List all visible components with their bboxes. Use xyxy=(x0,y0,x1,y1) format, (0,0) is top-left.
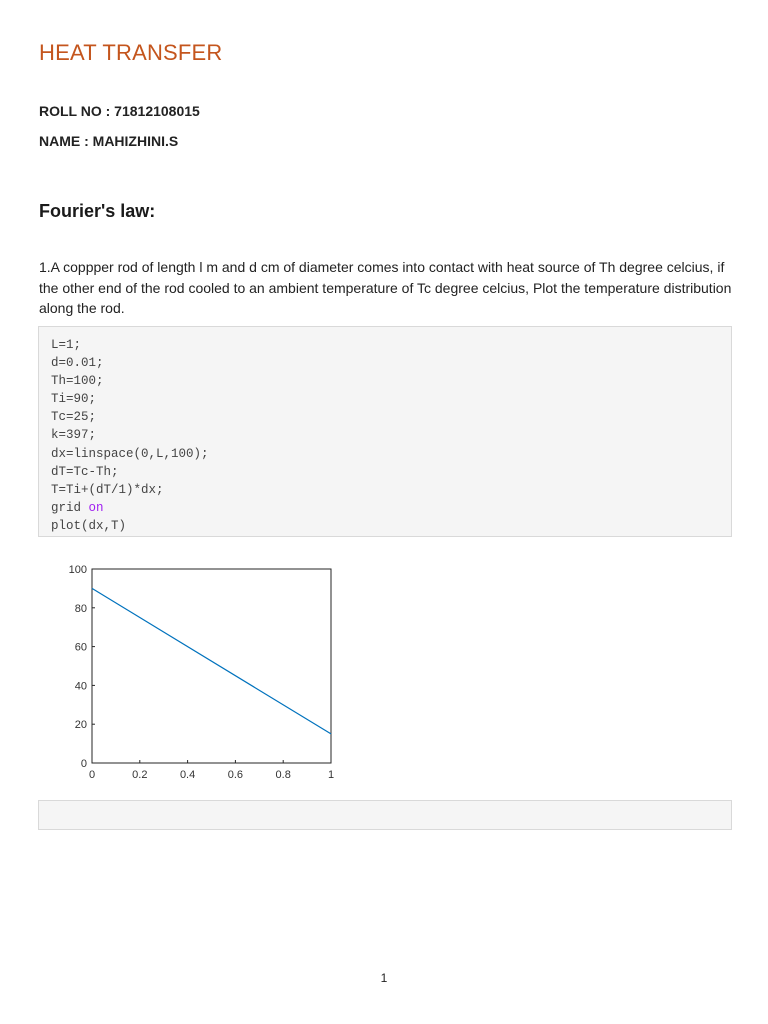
code-line-7: dx=linspace(0,L,100); xyxy=(51,446,209,461)
x-tick-label: 1 xyxy=(327,769,335,781)
code-keyword: on xyxy=(88,500,104,515)
student-name: NAME : MAHIZHINI.S xyxy=(39,133,179,149)
x-tick-label: 0.2 xyxy=(132,769,148,781)
code-line-6: k=397; xyxy=(51,428,97,443)
code-block[interactable] xyxy=(38,326,732,537)
y-tick-label: 60 xyxy=(74,641,87,654)
y-tick-label: 100 xyxy=(68,564,87,576)
code-line-4: Ti=90; xyxy=(51,392,97,407)
code-line-3: Th=100; xyxy=(51,374,104,389)
y-axis-ticks xyxy=(69,564,95,770)
y-tick-label: 40 xyxy=(74,680,87,693)
empty-code-block[interactable] xyxy=(38,800,732,830)
code-text: grid xyxy=(51,500,89,515)
x-tick-label: 0 xyxy=(88,769,96,781)
y-tick-label: 20 xyxy=(74,719,87,732)
code-line-11: plot(dx,T) xyxy=(51,518,127,533)
code-line-10 xyxy=(51,499,719,517)
x-tick-label: 0.4 xyxy=(179,769,196,781)
code-line-5: Tc=25; xyxy=(51,410,97,425)
roll-number: ROLL NO : 71812108015 xyxy=(39,103,200,119)
y-tick-label: 80 xyxy=(74,602,87,615)
x-tick-label: 0.8 xyxy=(275,769,291,781)
temperature-plot xyxy=(60,560,350,790)
y-tick-label: 0 xyxy=(80,758,87,770)
plot-axes-box xyxy=(92,569,331,763)
code-line-8: dT=Tc-Th; xyxy=(51,464,119,479)
problem-statement: 1.A coppper rod of length l m and d cm of diameter comes into contact with heat source of Th degree celcius, if the other end of the rod cooled to an ambient temperature of Tc degree celcius, Plot the temperature distribution along the rod. xyxy=(39,259,732,316)
page-title: HEAT TRANSFER xyxy=(39,40,223,65)
page-number: 1 xyxy=(380,971,388,985)
code-line-1: L=1; xyxy=(51,338,82,352)
x-tick-label: 0.6 xyxy=(227,769,244,781)
code-line-2: d=0.01; xyxy=(51,356,104,371)
code-line-9: T=Ti+(dT/1)*dx; xyxy=(51,482,164,497)
section-heading: Fourier's law: xyxy=(39,201,156,221)
